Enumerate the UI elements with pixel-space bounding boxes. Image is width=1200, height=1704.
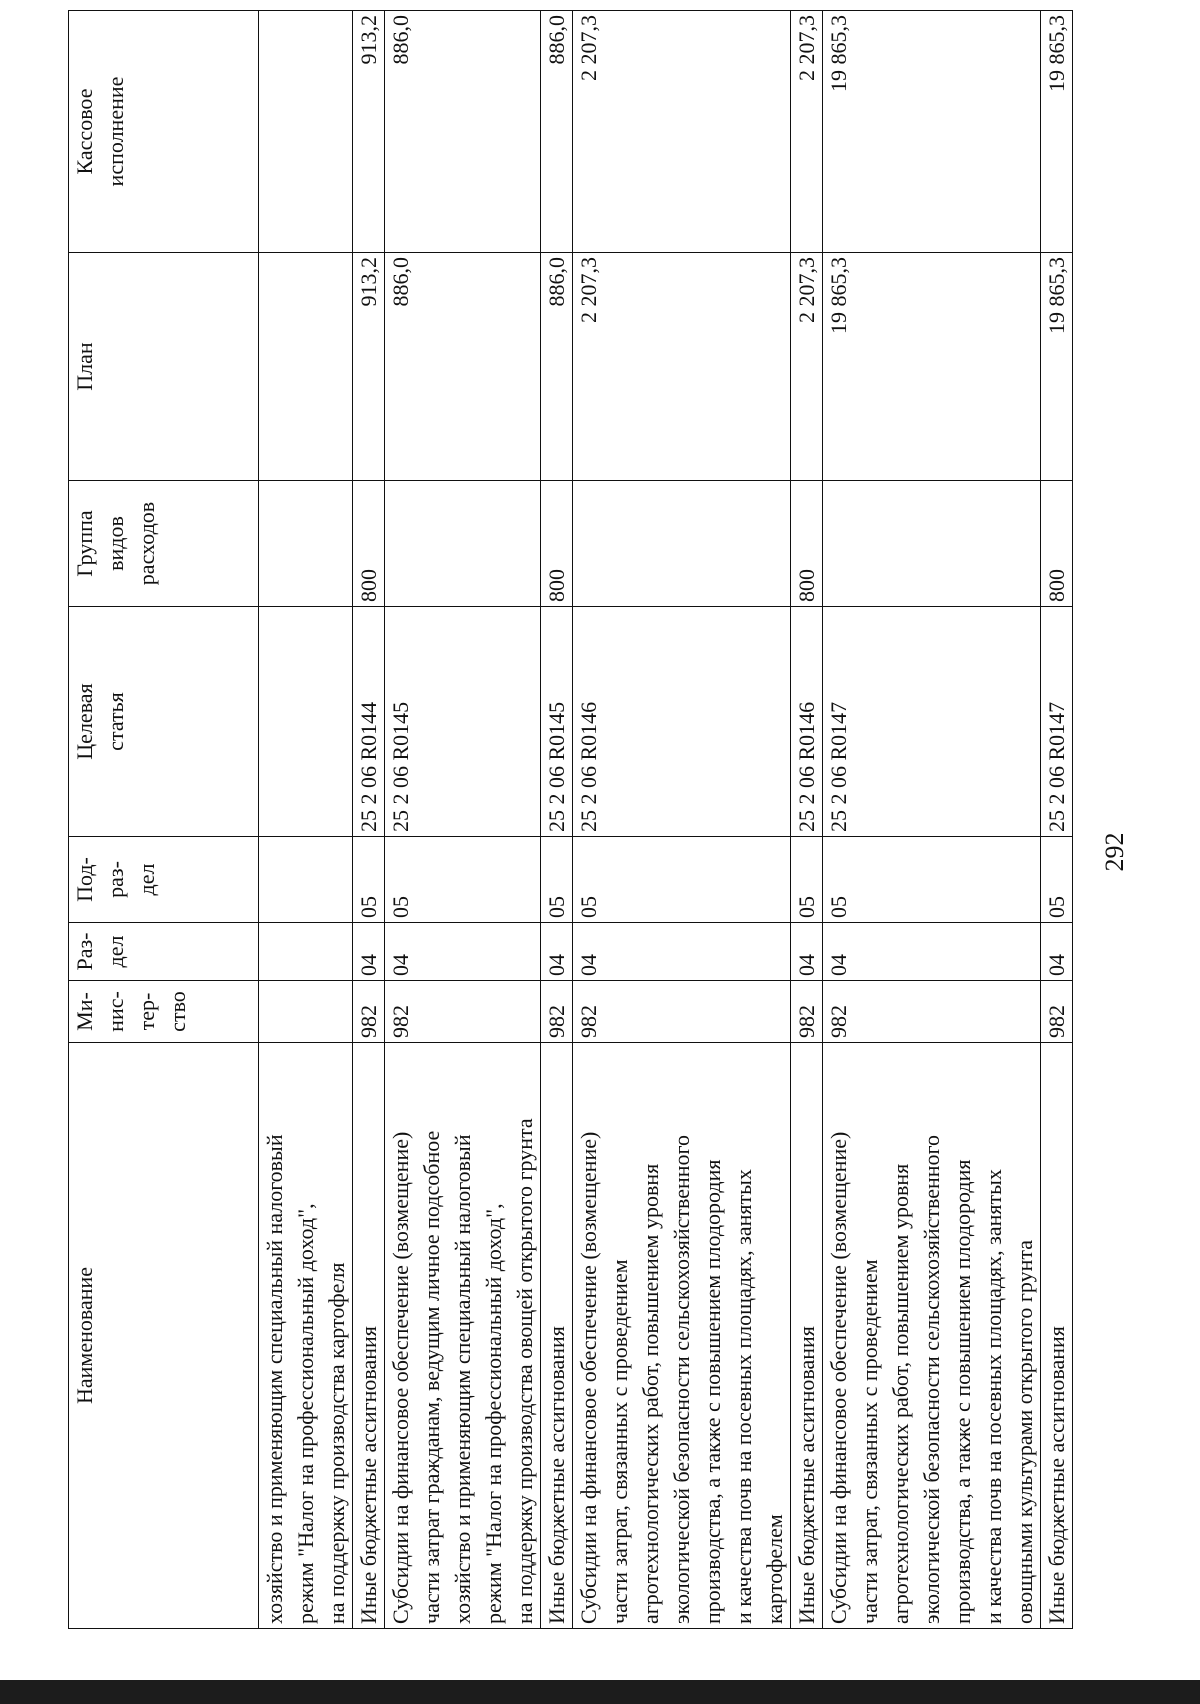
row-name-line: Субсидии на финансовое обеспечение (возмещение) [576,1131,601,1624]
row-section: 04 [1041,923,1073,981]
row-plan: 19 865,3 [823,253,1041,481]
row-subsection: 05 [541,837,573,923]
table-row [541,11,573,1629]
table-row [259,11,353,1629]
row-name-line: части затрат, связанных с проведением [857,1259,882,1624]
row-name-line: Субсидии на финансовое обеспечение (возмещение) [826,1131,851,1624]
header-plan: План [69,253,259,481]
header-group: Группа видов расходов [69,481,259,607]
row-section: 04 [573,923,791,981]
row-execution: 2 207,3 [791,11,823,253]
row-name [259,1043,353,1629]
row-ministry: 982 [573,981,791,1043]
row-group [259,481,353,607]
row-subsection: 05 [791,837,823,923]
row-name-line: картофелем [762,1514,787,1624]
row-execution: 19 865,3 [823,11,1041,253]
header-subsection: Под- раз- дел [69,837,259,923]
page-number: 292 [1100,832,1129,872]
table-row [1041,11,1073,1629]
row-name-line: экологической безопасности сельскохозяйственного [919,1134,944,1624]
row-target: 25 2 06 R0144 [353,607,385,837]
row-name-line: овощными культурами открытого грунта [1012,1239,1037,1624]
row-target: 25 2 06 R0145 [385,607,541,837]
row-name [385,1043,541,1629]
row-name [353,1043,385,1629]
row-name-line: Иные бюджетные ассигнования [794,1326,819,1624]
row-name-line: режим "Налог на профессиональный доход", [293,1203,318,1624]
row-name-line: Субсидии на финансовое обеспечение (возмещение) [388,1131,413,1624]
header-section: Раз- дел [69,923,259,981]
row-name-line: режим "Налог на профессиональный доход", [481,1203,506,1624]
scan-edge-bar [0,1680,1200,1704]
row-name-line: производства, а также с повышением плодородия [950,1159,975,1624]
row-name-line: и качества почв на посевных площадях, занятых [981,1169,1006,1624]
row-plan: 2 207,3 [573,253,791,481]
row-target [259,607,353,837]
row-group: 800 [1041,481,1073,607]
row-name [1041,1043,1073,1629]
row-target: 25 2 06 R0146 [573,607,791,837]
row-name-line: на поддержку производства овощей открытого грунта [512,1118,537,1624]
row-group [573,481,791,607]
row-target: 25 2 06 R0147 [1041,607,1073,837]
row-subsection: 05 [573,837,791,923]
row-ministry: 982 [823,981,1041,1043]
row-name-line: части затрат, связанных с проведением [607,1259,632,1624]
row-execution [259,11,353,253]
row-group [385,481,541,607]
table-header-row [69,11,259,1629]
row-target: 25 2 06 R0147 [823,607,1041,837]
table-row [353,11,385,1629]
row-name [791,1043,823,1629]
row-plan: 886,0 [385,253,541,481]
row-section: 04 [353,923,385,981]
row-group: 800 [791,481,823,607]
row-name-line: части затрат гражданам, ведущим личное подсобное [419,1130,444,1624]
row-name-line: Иные бюджетные ассигнования [1044,1326,1069,1624]
row-subsection: 05 [1041,837,1073,923]
row-execution: 886,0 [541,11,573,253]
table-row [385,11,541,1629]
row-ministry [259,981,353,1043]
table-row [791,11,823,1629]
row-name-line: экологической безопасности сельскохозяйственного [669,1134,694,1624]
row-group [823,481,1041,607]
row-section [259,923,353,981]
row-plan [259,253,353,481]
row-name [573,1043,791,1629]
row-name-line: Иные бюджетные ассигнования [356,1326,381,1624]
row-group: 800 [353,481,385,607]
header-ministry: Ми- нис- тер- ство [69,981,259,1043]
row-ministry: 982 [1041,981,1073,1043]
row-target: 25 2 06 R0145 [541,607,573,837]
row-target: 25 2 06 R0146 [791,607,823,837]
row-execution: 913,2 [353,11,385,253]
row-name-line: хозяйство и применяющим специальный налоговый [450,1134,475,1624]
row-subsection: 05 [353,837,385,923]
header-name: Наименование [69,1043,259,1629]
table-row [823,11,1041,1629]
budget-table [68,10,1073,1629]
row-subsection [259,837,353,923]
row-subsection: 05 [385,837,541,923]
row-section: 04 [823,923,1041,981]
row-execution: 886,0 [385,11,541,253]
row-name-line: производства, а также с повышением плодородия [700,1159,725,1624]
row-plan: 886,0 [541,253,573,481]
table-row [573,11,791,1629]
row-name-line: агротехнологических работ, повышением уровня [638,1163,663,1624]
row-section: 04 [791,923,823,981]
row-ministry: 982 [791,981,823,1043]
row-name [541,1043,573,1629]
header-target: Целевая статья [69,607,259,837]
row-name-line: хозяйство и применяющим специальный налоговый [262,1134,287,1624]
row-subsection: 05 [823,837,1041,923]
row-ministry: 982 [385,981,541,1043]
row-section: 04 [541,923,573,981]
row-section: 04 [385,923,541,981]
row-name-line: Иные бюджетные ассигнования [544,1326,569,1624]
row-name-line: агротехнологических работ, повышением уровня [888,1163,913,1624]
row-plan: 19 865,3 [1041,253,1073,481]
row-name [823,1043,1041,1629]
table-body [259,11,1073,1629]
row-execution: 2 207,3 [573,11,791,253]
row-plan: 2 207,3 [791,253,823,481]
row-execution: 19 865,3 [1041,11,1073,253]
row-name-line: на поддержку производства картофеля [324,1262,349,1624]
header-execution: Кассовое исполнение [69,11,259,253]
row-name-line: и качества почв на посевных площадях, занятых [731,1169,756,1624]
row-plan: 913,2 [353,253,385,481]
row-ministry: 982 [541,981,573,1043]
row-ministry: 982 [353,981,385,1043]
row-group: 800 [541,481,573,607]
